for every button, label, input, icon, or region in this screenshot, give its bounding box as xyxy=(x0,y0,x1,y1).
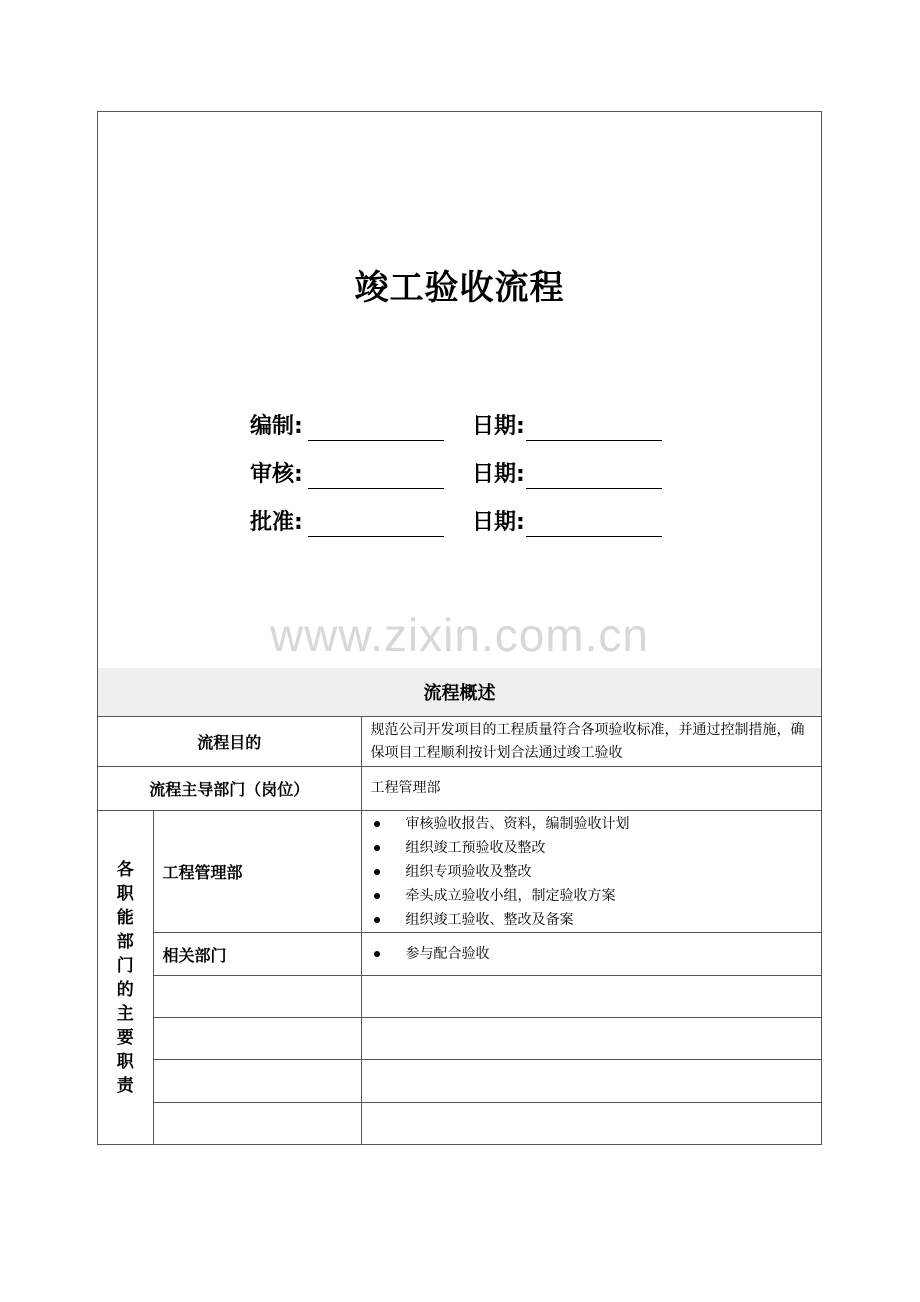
responsibilities-char: 职 xyxy=(116,1051,134,1072)
responsibilities-char: 部 xyxy=(116,931,134,952)
dept-name-engineering: 工程管理部 xyxy=(153,811,361,933)
responsibilities-char: 门 xyxy=(116,955,134,976)
signoff-row-review xyxy=(250,460,690,494)
bullet-icon xyxy=(374,951,380,957)
signoff-row-compile xyxy=(250,412,690,446)
review-date-line[interactable] xyxy=(526,488,662,489)
approve-label: 批准: xyxy=(250,510,303,535)
compile-date-label: 日期: xyxy=(472,414,525,439)
compile-date-line[interactable] xyxy=(526,440,662,441)
dept-duties-engineering xyxy=(361,811,821,933)
duty-text: 组织专项验收及整改 xyxy=(405,863,532,880)
responsibilities-char: 责 xyxy=(116,1075,134,1096)
responsibilities-label xyxy=(98,811,153,1145)
responsibilities-char: 职 xyxy=(116,883,134,904)
empty-dept-cell[interactable] xyxy=(153,976,361,1018)
compile-label: 编制: xyxy=(250,414,303,439)
bullet-icon xyxy=(374,869,380,875)
empty-duties-cell[interactable] xyxy=(361,1103,821,1145)
document-title: 竣工验收流程 xyxy=(354,268,565,308)
responsibilities-char: 能 xyxy=(116,907,134,928)
bullet-icon xyxy=(374,821,380,827)
document-frame xyxy=(97,111,822,1145)
dept-duties-related xyxy=(361,933,821,976)
duties-list xyxy=(362,812,822,932)
purpose-text: 规范公司开发项目的工程质量符合各项验收标准，并通过控制措施，确保项目工程顺利按计划合法通过竣工验收 xyxy=(361,717,821,767)
lead-dept-value: 工程管理部 xyxy=(361,767,821,811)
list-item xyxy=(372,812,822,836)
review-date-label: 日期: xyxy=(472,462,525,487)
empty-dept-cell[interactable] xyxy=(153,1103,361,1145)
signoff-row-approve xyxy=(250,508,690,542)
duty-text: 审核验收报告、资料，编制验收计划 xyxy=(405,815,630,832)
approve-date-line[interactable] xyxy=(526,536,662,537)
duty-text: 牵头成立验收小组，制定验收方案 xyxy=(405,887,616,904)
list-item xyxy=(372,942,822,966)
overview-heading: 流程概述 xyxy=(98,668,821,717)
bullet-icon xyxy=(374,917,380,923)
duty-text: 参与配合验收 xyxy=(405,946,490,962)
purpose-label: 流程目的 xyxy=(98,717,361,767)
responsibilities-char: 各 xyxy=(116,859,134,880)
approve-date-label: 日期: xyxy=(472,510,525,535)
cover-section xyxy=(98,112,821,669)
compile-signature-line[interactable] xyxy=(308,440,444,441)
list-item xyxy=(372,860,822,884)
list-item xyxy=(372,908,822,932)
empty-duties-cell[interactable] xyxy=(361,1018,821,1060)
responsibilities-char: 的 xyxy=(116,979,134,1000)
lead-dept-label: 流程主导部门（岗位） xyxy=(98,767,361,811)
responsibilities-char: 主 xyxy=(116,1003,134,1024)
list-item xyxy=(372,836,822,860)
empty-dept-cell[interactable] xyxy=(153,1060,361,1103)
empty-dept-cell[interactable] xyxy=(153,1018,361,1060)
bullet-icon xyxy=(374,845,380,851)
duty-text: 组织竣工验收、整改及备案 xyxy=(405,911,574,928)
dept-name-related: 相关部门 xyxy=(153,933,361,976)
empty-duties-cell[interactable] xyxy=(361,1060,821,1103)
duties-list xyxy=(362,942,822,966)
review-signature-line[interactable] xyxy=(308,488,444,489)
bullet-icon xyxy=(374,893,380,899)
review-label: 审核: xyxy=(250,462,303,487)
empty-duties-cell[interactable] xyxy=(361,976,821,1018)
responsibilities-char: 要 xyxy=(116,1027,134,1048)
watermark: www.zixin.com.cn xyxy=(270,609,649,661)
process-overview-table xyxy=(98,668,821,1145)
approve-signature-line[interactable] xyxy=(308,536,444,537)
duty-text: 组织竣工预验收及整改 xyxy=(405,839,546,856)
list-item xyxy=(372,884,822,908)
